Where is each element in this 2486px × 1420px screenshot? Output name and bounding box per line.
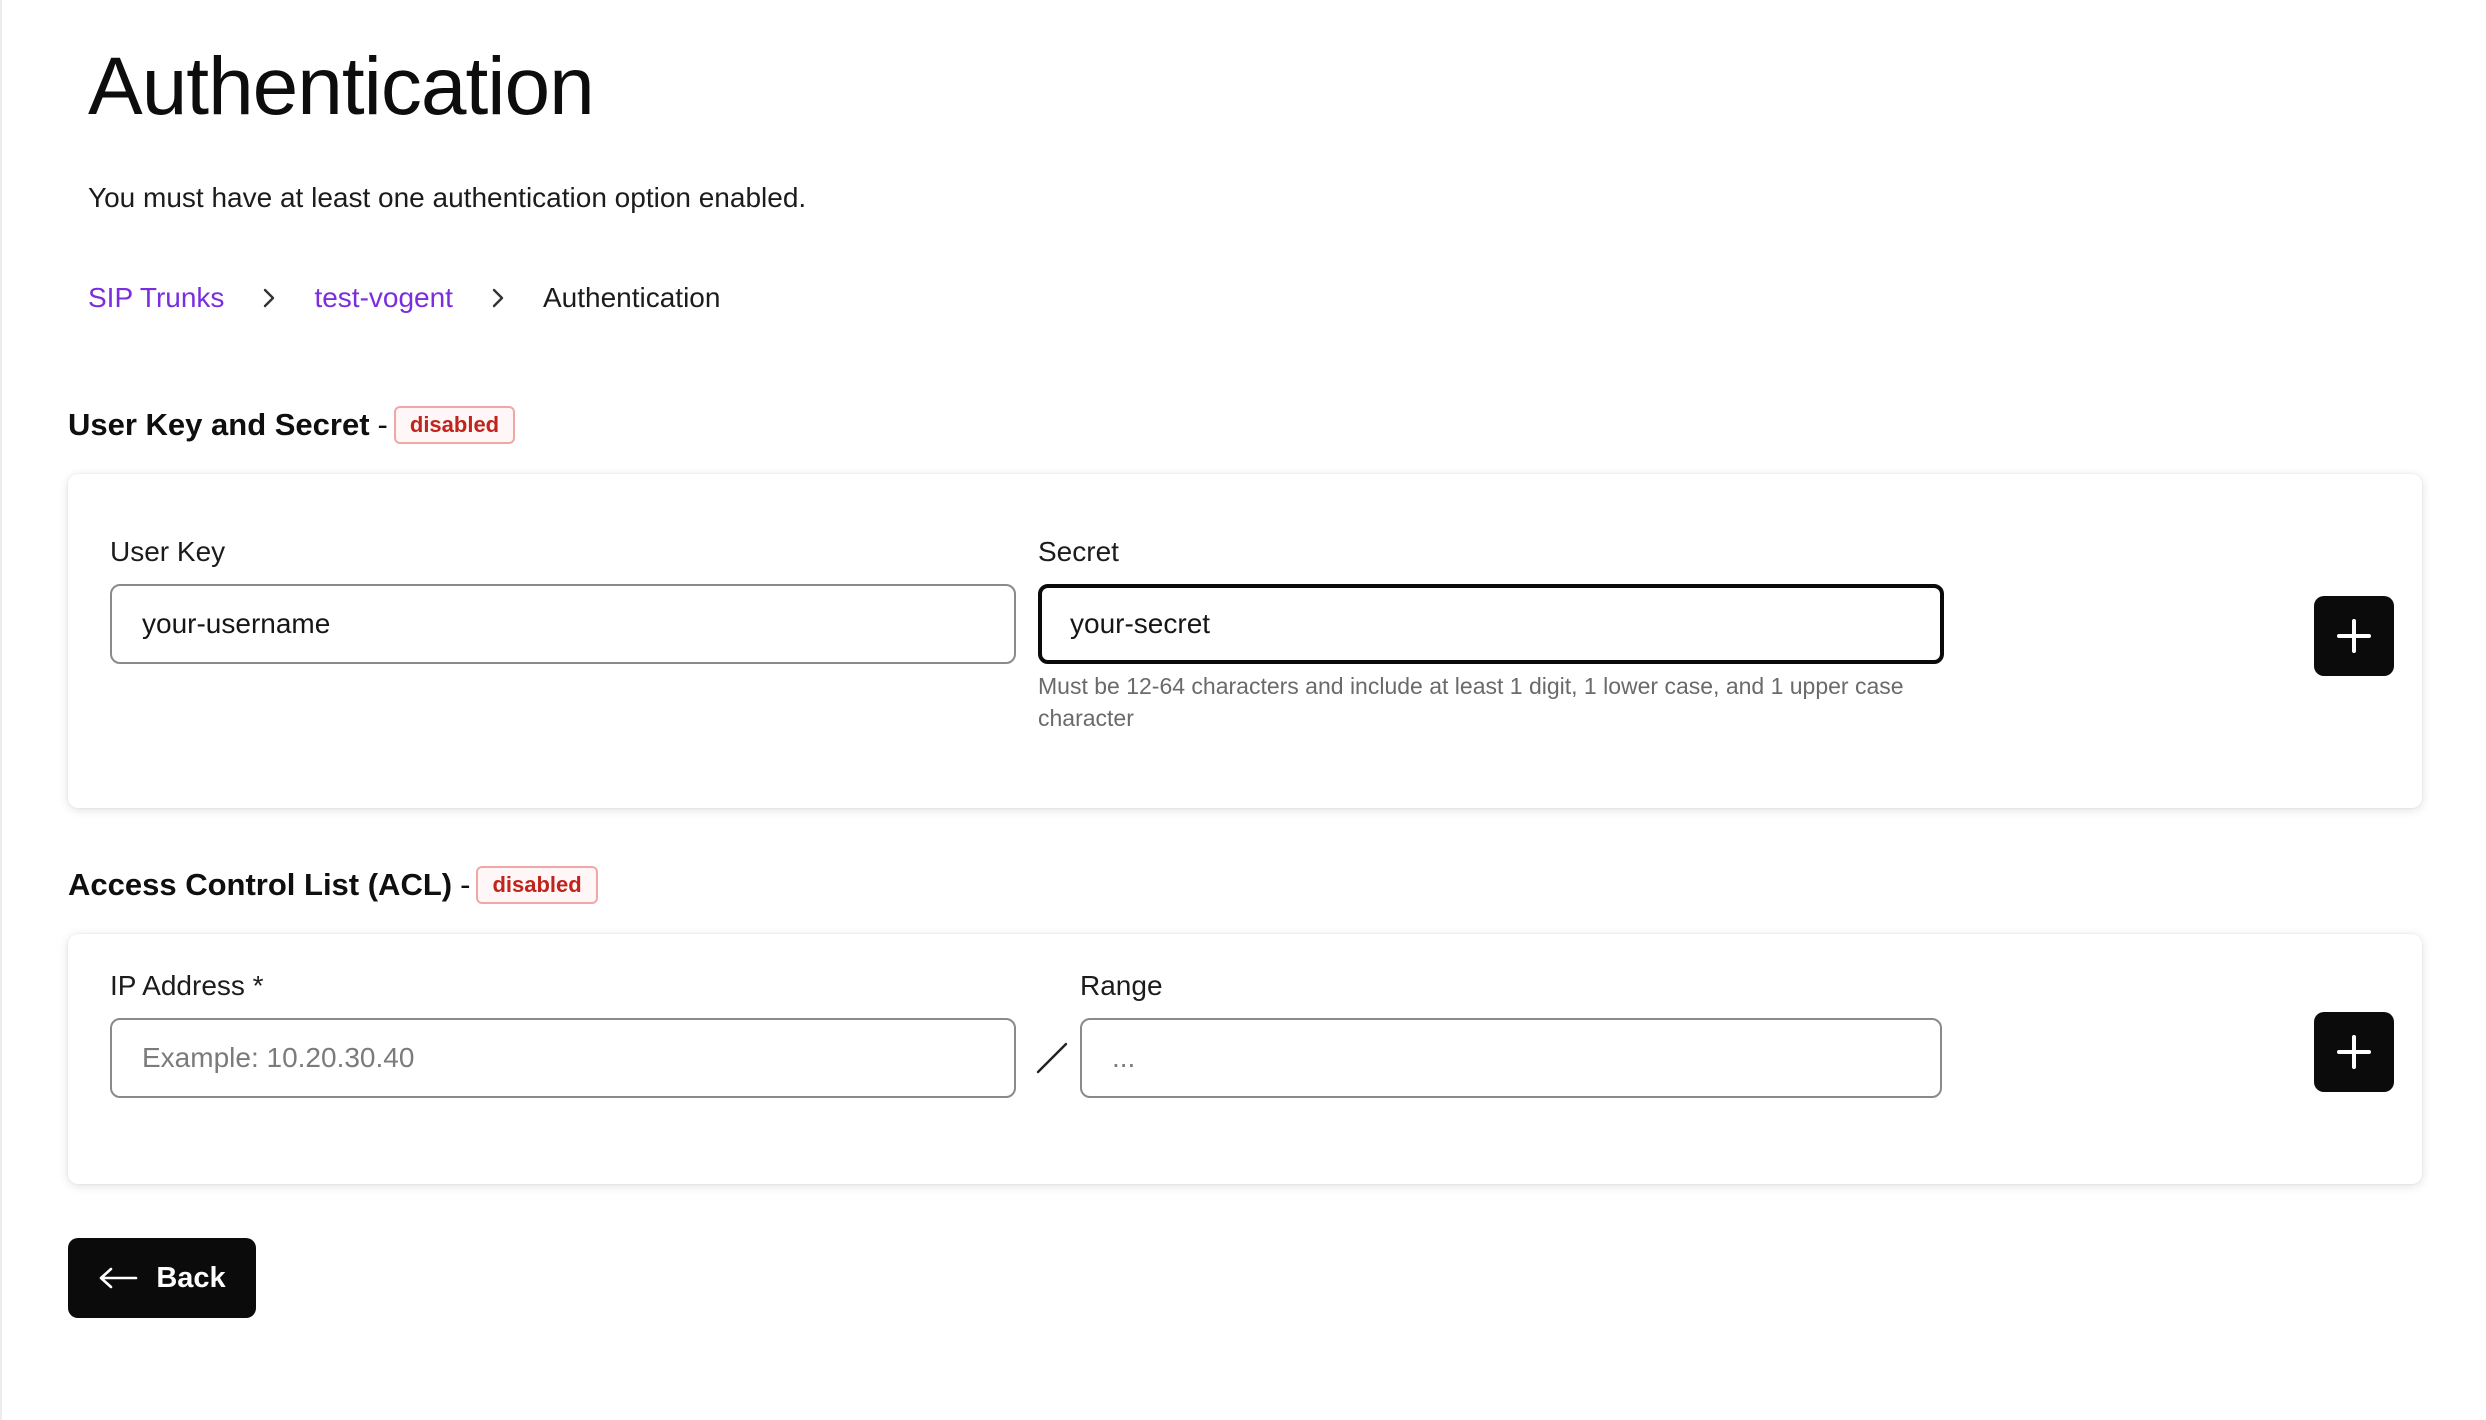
breadcrumb-item-sip-trunks[interactable]: SIP Trunks [88,282,225,313]
range-label: Range [1080,970,1163,1001]
user-key-section-header [68,406,515,444]
plus-icon [2336,618,2372,654]
breadcrumb-item-test-vogent[interactable]: test-vogent [314,282,453,313]
user-key-label: User Key [110,536,226,567]
page-title: Authentication [88,41,594,132]
ip-address-label: IP Address * [110,970,264,1001]
arrow-left-icon [98,1266,138,1290]
plus-icon [2336,1034,2372,1070]
secret-input[interactable] [1038,584,1944,664]
user-key-input[interactable] [110,584,1016,664]
status-badge: disabled [476,866,597,904]
back-button-label: Back [156,1261,226,1294]
back-button[interactable] [68,1238,256,1318]
acl-section-header [68,866,598,904]
acl-section-title: Access Control List (ACL) [68,867,453,902]
acl-card [68,934,2422,1184]
user-key-card [68,474,2422,808]
add-user-key-button[interactable] [2314,596,2394,676]
user-key-section-title: User Key and Secret [68,407,370,442]
section-dash: - [377,407,388,442]
section-dash: - [460,867,471,902]
range-input[interactable] [1080,1018,1942,1098]
secret-helper-text: Must be 12-64 characters and include at least 1 digit, 1 lower case, and 1 upper case character [1038,673,1904,731]
page-subtitle: You must have at least one authentication option enabled. [88,182,807,213]
chevron-right-icon [453,283,543,313]
add-acl-button[interactable] [2314,1012,2394,1092]
status-badge: disabled [394,406,515,444]
breadcrumb-item-current: Authentication [542,282,721,313]
slash-icon [1032,1038,1072,1078]
ip-address-input[interactable] [110,1018,1016,1098]
chevron-right-icon [224,283,314,313]
breadcrumb [88,282,720,314]
secret-label: Secret [1038,536,1119,567]
